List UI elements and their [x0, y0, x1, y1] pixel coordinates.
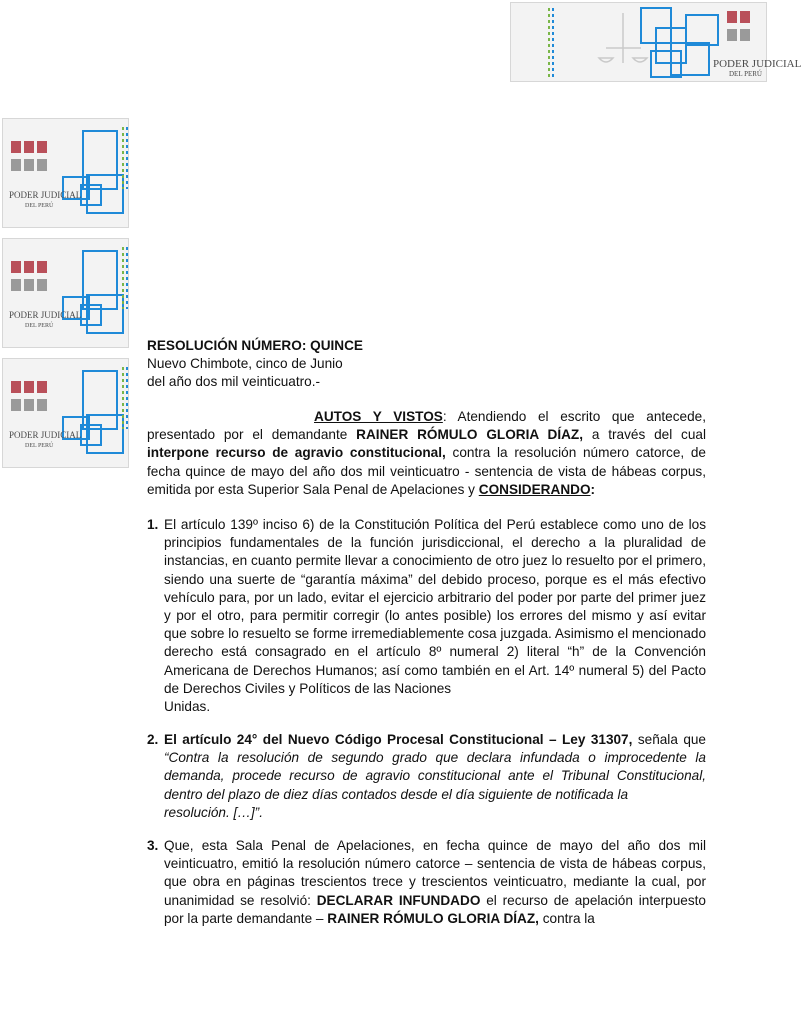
item-text: señala que	[632, 732, 706, 747]
considerando-colon: :	[590, 481, 596, 497]
logo-sub: DEL PERÚ	[25, 323, 54, 329]
resolution-number: RESOLUCIÓN NÚMERO: QUINCE	[147, 338, 363, 353]
resolution-header	[147, 337, 706, 392]
considerando-item-3	[147, 837, 706, 928]
demandante-name: RAINER RÓMULO GLORIA DÍAZ,	[327, 910, 539, 926]
logo-name: PODER JUDICIAL	[9, 190, 82, 200]
item-number: 2.	[147, 732, 159, 747]
item-number: 1.	[147, 517, 159, 532]
logo-name: PODER JUDICIAL	[9, 430, 82, 440]
poder-judicial-emblem-icon	[3, 359, 130, 469]
logo-name: PODER JUDICIAL	[713, 58, 801, 70]
poder-judicial-emblem-icon	[3, 119, 130, 229]
item-text: El artículo 139º inciso 6) de la Constitución Política del Perú establece como uno de los principios fundamentales de la función jurisdiccional, el derecho a la pluralidad de instancias, en cuanto permite llevar a conocimiento de otro juez lo resuelto por el primero, siendo una suerte de “garantía máxima” del debido proceso, porque es el más efectivo vehículo para, por un lado, evitar el ejercicio arbitrario del poder por parte del primer juez y por el otro, para permitir corregir (lo antes posible) los errores del mismo y así evitar que sobre lo resuelto se forme irremediablemente cosa juzgada. Asimismo el mencionado derecho está consagrado en el artículo 8º numeral 2) literal “h” de la Convención Americana de Derechos Humanos; así como también en el Art. 14º numeral 5) del Pacto de Derechos Civiles y Políticos de las Naciones	[164, 517, 706, 696]
item-text-last: Unidas.	[164, 699, 211, 715]
considerando-item-2	[147, 731, 706, 822]
intro-paragraph	[147, 408, 706, 499]
logo-name: PODER JUDICIAL	[9, 310, 82, 320]
top-logo	[510, 2, 801, 82]
place-date-line-2: del año dos mil veinticuatro.-	[147, 374, 321, 390]
item-text: el recurso de apelación interpuesto por la parte demandante –	[164, 892, 706, 926]
recurso-phrase: interpone recurso de agravio constitucional,	[147, 445, 446, 461]
demandante-name: RAINER RÓMULO GLORIA DÍAZ,	[356, 427, 584, 443]
considerando: CONSIDERANDO	[478, 481, 591, 497]
side-logo	[2, 358, 129, 468]
side-logo	[2, 118, 129, 228]
poder-judicial-emblem-icon	[3, 239, 130, 349]
article-reference: El artículo 24° del Nuevo Código Procesal Constitucional – Ley 31307,	[164, 732, 633, 747]
intro-text-2: a través del cual	[583, 427, 706, 443]
declarar-infundado: DECLARAR INFUNDADO	[316, 892, 481, 908]
logo-sub: DEL PERÚ	[729, 70, 762, 78]
item-number: 3.	[147, 838, 159, 853]
logo-sub: DEL PERÚ	[25, 443, 54, 449]
considerando-item-1	[147, 516, 706, 716]
article-quote: “Contra la resolución de segundo grado que declara infundada o improcedente la demanda, procede recurso de agravio constitucional ante el Tribunal Constitucional, dentro del plazo de diez días contados desde el día siguiente de notificada la	[164, 750, 706, 802]
item-text: contra la	[538, 910, 595, 926]
intro-text-1: : Atendiendo el escrito que antecede, presentado por el demandante	[147, 409, 706, 443]
place-date-line-1: Nuevo Chimbote, cinco de Junio	[147, 356, 343, 372]
autos-y-vistos: AUTOS Y VISTOS	[314, 409, 443, 424]
side-logo	[2, 238, 129, 348]
intro-text-3: contra la resolución número catorce, de fecha quince de mayo del año dos mil veinticuatro - sentencia de vista de hábeas corpus, emitida por esta Superior Sala Penal de Apelaciones y	[147, 445, 706, 497]
item-text: Que, esta Sala Penal de Apelaciones, en fecha quince de mayo del año dos mil veinticuatro, emitió la resolución número catorce – sentencia de vista de hábeas corpus, que obra en páginas trescientos trece y trescientos veinticuatro, mediante la cual, por unanimidad se resolvió:	[164, 838, 706, 908]
article-quote-last: resolución. […]”.	[164, 804, 263, 820]
logo-sub: DEL PERÚ	[25, 203, 54, 209]
